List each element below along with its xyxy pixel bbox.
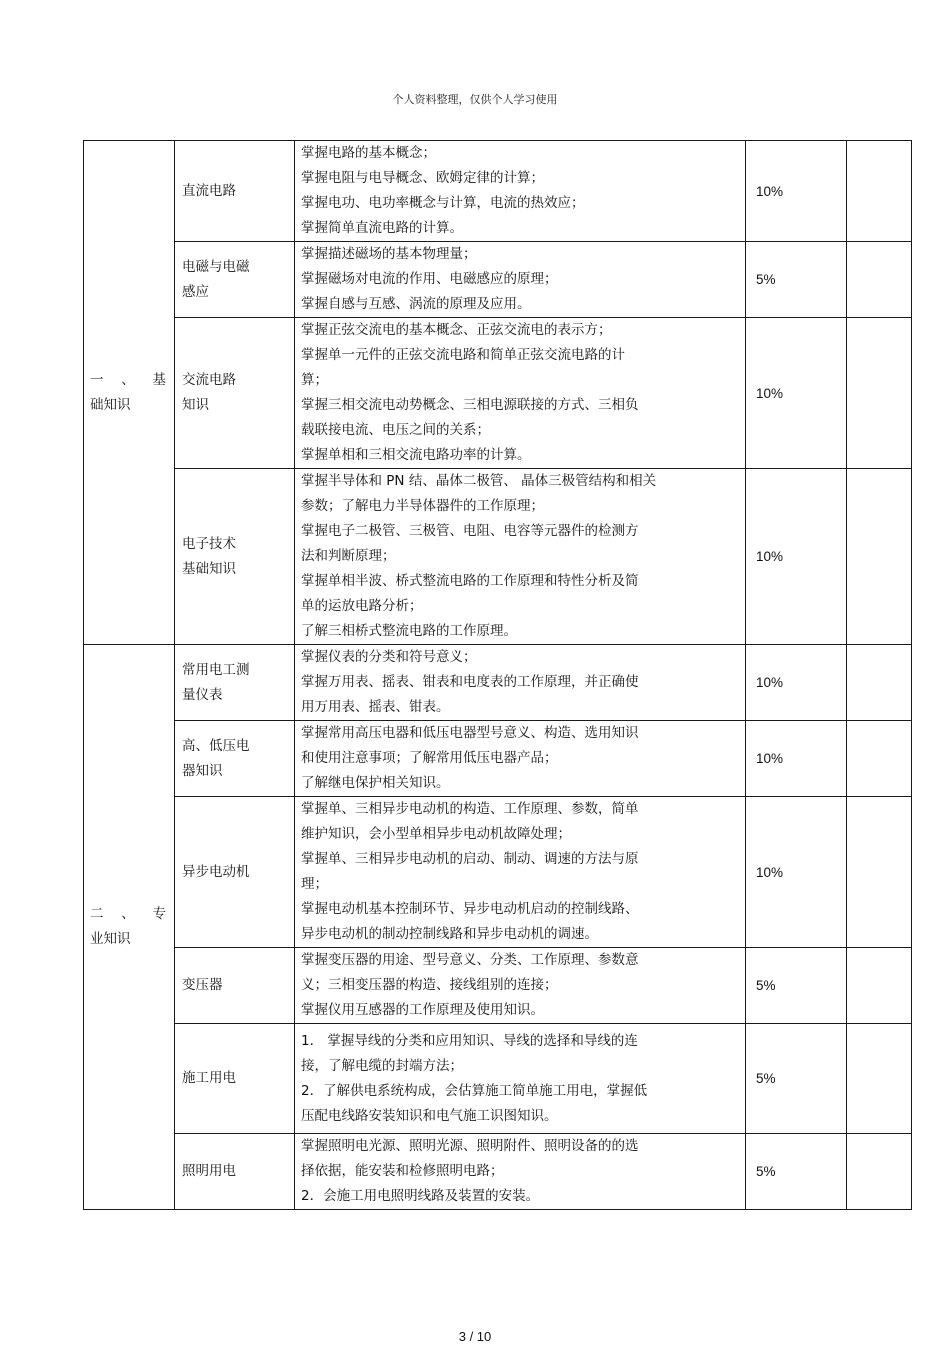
category-char: 一 <box>90 371 104 388</box>
category-label-line2: 业知识 <box>90 931 131 947</box>
content-line: 掌握单、三相异步电动机的构造、工作原理、参数，简单 <box>301 801 639 817</box>
content-line: 了解继电保护相关知识。 <box>301 775 450 791</box>
topic-cell <box>175 141 295 242</box>
content-cell <box>295 318 746 469</box>
content-line: 单的运放电路分析； <box>301 598 423 614</box>
category-cell <box>84 645 175 1210</box>
content-line: 掌握万用表、摇表、钳表和电度表的工作原理，并正确使 <box>301 674 639 690</box>
empty-cell <box>847 469 912 645</box>
table-row <box>84 1134 912 1210</box>
content-cell <box>295 948 746 1024</box>
topic-label: 感应 <box>182 283 209 300</box>
content-line: 掌握半导体和 PN 结、晶体二极管、 晶体三极管结构和相关 <box>301 473 657 489</box>
topic-cell <box>175 242 295 318</box>
empty-cell <box>847 948 912 1024</box>
content-line: 异步电动机的制动控制线路和异步电动机的调速。 <box>301 926 598 942</box>
percent-cell: 5% <box>746 948 847 1024</box>
percent-cell: 5% <box>746 1134 847 1210</box>
content-line: 掌握自感与互感、涡流的原理及应用。 <box>301 296 531 312</box>
page-number: 3 / 10 <box>458 1329 492 1344</box>
empty-cell <box>847 797 912 948</box>
category-char: 基 <box>152 371 166 388</box>
percent-cell: 10% <box>746 721 847 797</box>
content-line: 掌握单相和三相交流电路功率的计算。 <box>301 447 531 463</box>
category-label-line1 <box>90 368 166 393</box>
content-line: 参数；了解电力半导体器件的工作原理； <box>301 498 544 514</box>
topic-label: 知识 <box>182 397 209 413</box>
topic-cell <box>175 948 295 1024</box>
category-cell <box>84 141 175 645</box>
content-line: 掌握三相交流电动势概念、三相电源联接的方式、三相负 <box>301 397 639 413</box>
content-line: 了解三相桥式整流电路的工作原理。 <box>301 623 517 639</box>
percent-cell: 10% <box>746 318 847 469</box>
content-cell <box>295 721 746 797</box>
empty-cell <box>847 721 912 797</box>
category-char: 、 <box>121 906 135 922</box>
content-line: 算； <box>301 372 328 388</box>
topic-cell <box>175 469 295 645</box>
table-row <box>84 242 912 318</box>
percent-cell: 10% <box>746 645 847 721</box>
topic-label: 器知识 <box>182 762 223 779</box>
topic-cell <box>175 645 295 721</box>
content-cell <box>295 141 746 242</box>
topic-label: 电子技术 <box>182 535 236 552</box>
topic-label: 直流电路 <box>182 182 236 199</box>
percent-cell: 10% <box>746 141 847 242</box>
table-row <box>84 797 912 948</box>
content-line: 掌握照明电光源、照明光源、照明附件、照明设备的的选 <box>301 1138 639 1154</box>
empty-cell <box>847 1134 912 1210</box>
topic-label: 施工用电 <box>182 1070 236 1086</box>
page-header: 个人资料整理，仅供个人学习使用 <box>392 93 558 106</box>
content-line: 用万用表、摇表、钳表。 <box>301 699 450 715</box>
content-line: 和使用注意事项；了解常用低压电器产品； <box>301 750 558 766</box>
table-row <box>84 469 912 645</box>
content-line: 义；三相变压器的构造、接线组别的连接； <box>301 977 558 993</box>
content-line: 掌握仪用互感器的工作原理及使用知识。 <box>301 1002 544 1018</box>
content-line: 掌握正弦交流电的基本概念、正弦交流电的表示方； <box>301 322 612 338</box>
category-label-line1 <box>90 902 166 927</box>
topic-label: 变压器 <box>182 977 223 993</box>
topic-label: 基础知识 <box>182 560 236 577</box>
empty-cell <box>847 645 912 721</box>
content-line: 接，了解电缆的封端方法； <box>301 1057 463 1074</box>
content-line: 载联接电流、电压之间的关系； <box>301 422 490 438</box>
percent-cell: 10% <box>746 797 847 948</box>
content-line: 1． 掌握导线的分类和应用知识、导线的选择和导线的连 <box>301 1032 638 1049</box>
content-line: 掌握电子二极管、三极管、电阻、电容等元器件的检测方 <box>301 523 639 539</box>
topic-label: 异步电动机 <box>182 863 250 880</box>
content-line: 掌握磁场对电流的作用、电磁感应的原理； <box>301 271 558 287</box>
percent-cell: 5% <box>746 242 847 318</box>
content-line: 掌握电阻与电导概念、欧姆定律的计算； <box>301 170 544 186</box>
category-char: 专 <box>152 906 166 922</box>
table-row <box>84 318 912 469</box>
content-line: 掌握变压器的用途、型号意义、分类、工作原理、参数意 <box>301 952 639 968</box>
content-line: 2．会施工用电照明线路及装置的安装。 <box>301 1188 540 1204</box>
content-line: 掌握电路的基本概念； <box>301 145 436 161</box>
empty-cell <box>847 1024 912 1134</box>
table-row <box>84 645 912 721</box>
topic-label: 高、低压电 <box>182 737 250 754</box>
empty-cell <box>847 242 912 318</box>
content-line: 掌握电动机基本控制环节、异步电动机启动的控制线路、 <box>301 901 639 917</box>
table-row <box>84 1024 912 1134</box>
table-row <box>84 948 912 1024</box>
topic-cell <box>175 1024 295 1134</box>
content-line: 法和判断原理； <box>301 548 396 564</box>
content-line: 掌握简单直流电路的计算。 <box>301 220 463 236</box>
empty-cell <box>847 318 912 469</box>
content-line: 择依据，能安装和检修照明电路； <box>301 1163 504 1179</box>
table-row <box>84 141 912 242</box>
content-cell <box>295 1024 746 1134</box>
content-line: 维护知识，会小型单相异步电动机故障处理； <box>301 826 571 842</box>
topic-label: 照明用电 <box>182 1163 236 1179</box>
empty-cell <box>847 141 912 242</box>
content-line: 压配电线路安装知识和电气施工识图知识。 <box>301 1107 558 1124</box>
category-char: 二 <box>90 906 104 922</box>
content-cell <box>295 242 746 318</box>
topic-cell <box>175 1134 295 1210</box>
content-line: 2．了解供电系统构成，会估算施工简单施工用电，掌握低 <box>301 1082 648 1099</box>
topic-label: 常用电工测 <box>182 661 250 678</box>
content-cell <box>295 469 746 645</box>
content-line: 掌握电功、电功率概念与计算，电流的热效应； <box>301 195 585 211</box>
content-line: 掌握仪表的分类和符号意义； <box>301 649 477 665</box>
percent-cell: 5% <box>746 1024 847 1134</box>
content-line: 理； <box>301 876 328 892</box>
table-row <box>84 721 912 797</box>
topic-cell <box>175 721 295 797</box>
topic-cell <box>175 797 295 948</box>
content-line: 掌握单、三相异步电动机的启动、制动、调速的方法与原 <box>301 851 639 867</box>
topic-label: 交流电路 <box>182 372 236 388</box>
content-cell <box>295 1134 746 1210</box>
topic-label: 电磁与电磁 <box>182 258 250 275</box>
percent-cell: 10% <box>746 469 847 645</box>
content-line: 掌握描述磁场的基本物理量； <box>301 246 477 262</box>
topic-cell <box>175 318 295 469</box>
content-line: 掌握单相半波、桥式整流电路的工作原理和特性分析及简 <box>301 573 639 589</box>
content-line: 掌握常用高压电器和低压电器型号意义、构造、选用知识 <box>301 725 639 741</box>
category-char: 、 <box>121 371 135 388</box>
syllabus-table <box>83 140 912 1210</box>
category-label-line2: 础知识 <box>90 396 131 413</box>
content-line: 掌握单一元件的正弦交流电路和简单正弦交流电路的计 <box>301 347 625 363</box>
content-cell <box>295 645 746 721</box>
topic-label: 量仪表 <box>182 686 223 703</box>
content-cell <box>295 797 746 948</box>
